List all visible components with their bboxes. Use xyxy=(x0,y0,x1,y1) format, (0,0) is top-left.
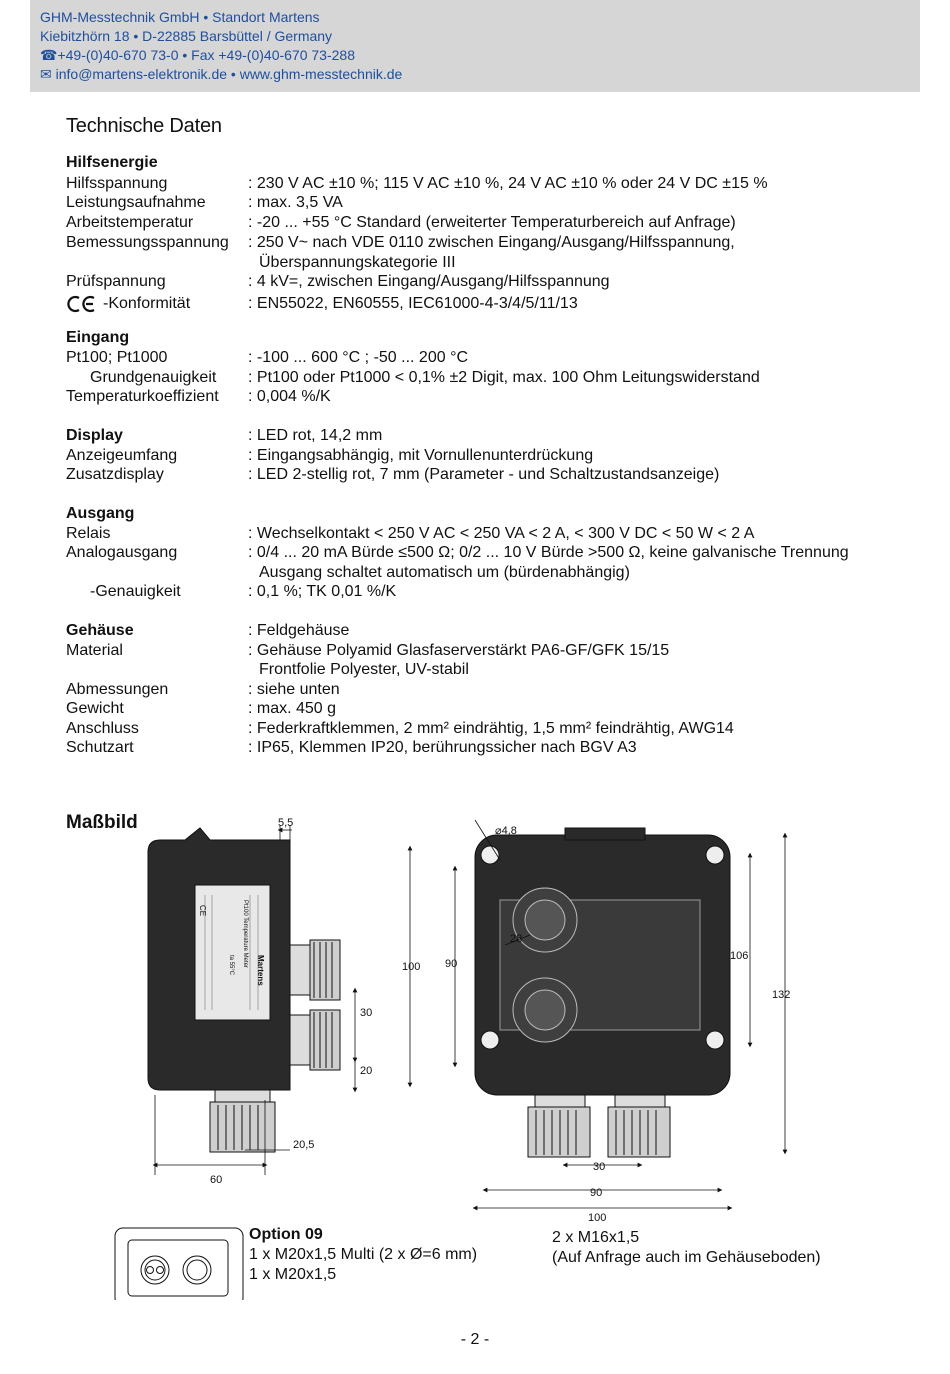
section-heading-gehaeuse: Gehäuse xyxy=(66,622,134,639)
dim-106: 106 xyxy=(730,950,749,962)
option-09-view xyxy=(115,1228,243,1300)
side-view xyxy=(148,828,340,1152)
page-title: Technische Daten xyxy=(66,115,222,137)
page-number: - 2 - xyxy=(460,1331,490,1348)
label-product: Pt100 Temperature Meter xyxy=(242,900,248,968)
dim-30-side: 30 xyxy=(360,1007,373,1019)
dim-90-horizontal: 90 xyxy=(590,1187,603,1199)
option-line-1: 1 x M20x1,5 Multi (2 x Ø=6 mm) xyxy=(249,1246,478,1263)
company-address: Kiebitzhörn 18 • D-22885 Barsbüttel / Germany xyxy=(40,28,333,44)
dim-20-5: 20,5 xyxy=(293,1139,315,1151)
label-temp: ta 55°C xyxy=(228,955,234,976)
dim-28: 28 xyxy=(510,933,523,945)
option-line-2: 1 x M20x1,5 xyxy=(249,1266,337,1283)
dim-60: 60 xyxy=(210,1174,223,1186)
section-heading-hilfsenergie: Hilfsenergie xyxy=(66,154,158,171)
letterhead xyxy=(30,0,920,92)
gland-line-1: 2 x M16x1,5 xyxy=(552,1229,640,1246)
dim-100-horizontal: 100 xyxy=(588,1212,607,1224)
label-ce: CE xyxy=(198,905,207,917)
section-heading-eingang: Eingang xyxy=(66,329,130,346)
mail-icon: ✉ xyxy=(40,66,56,82)
dim-132: 132 xyxy=(772,989,791,1001)
option-title: Option 09 xyxy=(249,1226,323,1243)
dim-5-5: 5,5 xyxy=(278,817,294,829)
dim-30-front: 30 xyxy=(593,1161,606,1173)
drawing-heading: Maßbild xyxy=(66,812,138,833)
phone-line: ☎+49-(0)40-670 73-0 • Fax +49-(0)40-670 73-288 xyxy=(40,47,355,63)
phone-icon: ☎ xyxy=(40,47,58,63)
section-heading-display: Display xyxy=(66,427,123,444)
label-brand: Martens xyxy=(256,955,265,986)
contact-line: ✉ info@martens-elektronik.de • www.ghm-messtechnik.de xyxy=(40,66,403,82)
section-heading-ausgang: Ausgang xyxy=(66,505,135,522)
gland-line-2: (Auf Anfrage auch im Gehäuseboden) xyxy=(552,1249,821,1266)
dim-100-vertical: 100 xyxy=(402,961,421,973)
dim-20: 20 xyxy=(360,1065,373,1077)
dimension-drawing xyxy=(0,800,950,1300)
dim-90-vertical: 90 xyxy=(445,958,458,970)
dim-diameter-4-8: ⌀4,8 xyxy=(495,825,517,837)
ce-mark-icon xyxy=(66,295,100,318)
company-name: GHM-Messtechnik GmbH • Standort Martens xyxy=(40,9,320,25)
front-view xyxy=(475,828,730,1157)
